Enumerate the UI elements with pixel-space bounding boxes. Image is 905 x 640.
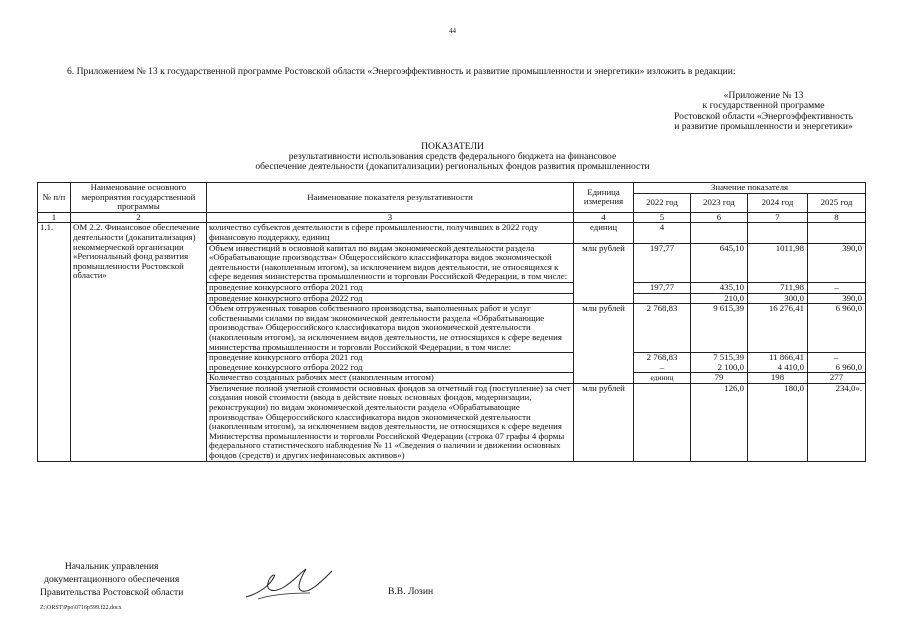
- value-cell: 197,77: [634, 282, 691, 293]
- value-line: 2 100,0: [717, 361, 744, 372]
- value-cell: 390,0: [808, 243, 866, 282]
- page-number: 44: [449, 27, 456, 35]
- header-year: 2024 год: [748, 193, 808, 212]
- indicator-cell: Количество созданных рабочих мест (накопленным итогом): [207, 373, 574, 384]
- signatory-line: Правительства Ростовской области: [40, 587, 184, 598]
- value-cell: 390,0: [808, 293, 866, 304]
- indicator-cell: [207, 353, 574, 373]
- value-cell: [691, 353, 748, 373]
- value-cell: 2 768,83: [634, 304, 691, 353]
- annex-line: к государственной программе: [702, 100, 825, 112]
- value-cell: [634, 383, 691, 461]
- indicator-cell: количество субъектов деятельности в сфере промышленности, получивших в 2022 году финансовую поддержку, единиц: [207, 223, 574, 243]
- value-cell: 277: [808, 373, 866, 384]
- title-line: обеспечение деятельности (докапитализации) региональных фондов развития промышленности: [255, 161, 650, 173]
- col-num: 3: [207, 212, 574, 223]
- indicator-cell: Увеличение полной учетной стоимости основных фондов за отчетный год (поступление) за счет создания новой стоимости (ввода в действие новых основных фондов, модернизации, реконструкции) по видам экономической деятельности раздела «Обрабатывающие производства» Общероссийского классификатора видов экономической деятельности (накопленным итогом), за исключением видов деятельности, не относящихся к сфере ведения Министерства промышленности и торговли Российской Федерации (строка 07 графы 4 формы федерального статистического наблюдения № 11 «Сведения о наличии и движении основных фондов (средств) и других нефинансовых активов»): [207, 383, 574, 461]
- value-cell: [691, 223, 748, 243]
- title-line: ПОКАЗАТЕЛИ: [421, 141, 484, 152]
- col-num: 6: [691, 212, 748, 223]
- value-cell: 6 960,0: [808, 304, 866, 353]
- value-line: 6 960,0: [835, 361, 863, 372]
- header-value: Значение показателя: [634, 183, 866, 194]
- value-cell: 645,10: [691, 243, 748, 282]
- header-event: Наименование основного мероприятия государственной программы: [71, 183, 207, 213]
- indicator-cell: проведение конкурсного отбора 2022 год: [207, 293, 574, 304]
- value-cell: 9 615,39: [691, 304, 748, 353]
- signatory-name: В.В. Лозин: [388, 586, 434, 597]
- value-cell: 300,0: [748, 293, 808, 304]
- value-line: 2 768,83: [646, 352, 678, 363]
- file-path: Z:\ORST\Ppo\0716p599.f22.docx: [40, 605, 122, 611]
- signatory-line: документационного обеспечения: [44, 574, 180, 585]
- indicator-subline: проведение конкурсного отбора 2022 год: [209, 361, 363, 372]
- unit-cell: единиц: [574, 223, 634, 243]
- document-title: [0, 142, 905, 173]
- intro-paragraph: 6. Приложением № 13 к государственной программе Ростовской области «Энергоэффективность и развитие промышленности и энергетики» изложить в редакции:: [67, 66, 736, 77]
- indicator-subline: проведение конкурсного отбора 2021 год: [209, 352, 363, 363]
- event-name: ОМ 2.2. Финансовое обеспечение деятельности (докапитализация) некоммерческой организации «Региональный фонд развития промышленности Ростовской области»: [71, 223, 207, 461]
- value-cell: [808, 353, 866, 373]
- annex-line: Ростовской области «Энергоэффективность: [674, 110, 853, 122]
- value-cell: [808, 223, 866, 243]
- col-num: 1: [38, 212, 71, 223]
- value-cell: 711,98: [748, 282, 808, 293]
- unit-cell: млн рублей: [574, 304, 634, 384]
- annex-header: [674, 91, 853, 133]
- value-cell: 210,0: [691, 293, 748, 304]
- value-cell: [634, 293, 691, 304]
- value-cell: 16 276,41: [748, 304, 808, 353]
- value-line: 4 410,0: [777, 361, 804, 372]
- header-unit: Единица измерения: [574, 183, 634, 213]
- value-line: –: [833, 352, 839, 363]
- table-header-row: [38, 183, 866, 194]
- header-year: 2022 год: [634, 193, 691, 212]
- value-cell: 79: [691, 373, 748, 384]
- value-line: 11 866,41: [769, 352, 804, 363]
- signatory-title: [40, 560, 183, 599]
- handwritten-signature: [240, 563, 340, 605]
- indicator-cell: Объем инвестиций в основной капитал по видам экономической деятельности раздела «Обрабатывающие производства» Общероссийского классификатора видов экономической деятельности (накопленным итогом), за исключением видов деятельности, не относящихся к сфере ведения министерства промышленности и торговли Российской Федерации, в том числе:: [207, 243, 574, 282]
- col-num: 2: [71, 212, 207, 223]
- annex-line: и развитие промышленности и энергетики»: [674, 121, 853, 133]
- col-num: 7: [748, 212, 808, 223]
- header-year: 2023 год: [691, 193, 748, 212]
- column-number-row: [38, 212, 866, 223]
- indicator-cell: проведение конкурсного отбора 2021 год: [207, 282, 574, 293]
- unit-cell: млн рублей: [574, 243, 634, 304]
- value-cell: [748, 223, 808, 243]
- value-line: –: [659, 361, 665, 372]
- header-year: 2025 год: [808, 193, 866, 212]
- col-num: 4: [574, 212, 634, 223]
- header-indicator: Наименование показателя результативности: [207, 183, 574, 213]
- value-line: 7 515,39: [713, 352, 744, 363]
- value-cell: 126,0: [691, 383, 748, 461]
- col-num: 8: [808, 212, 866, 223]
- signatory-line: Начальник управления: [64, 561, 159, 572]
- value-cell: –: [808, 282, 866, 293]
- header-num: № п/п: [38, 183, 71, 213]
- value-cell: 180,0: [748, 383, 808, 461]
- value-cell: [748, 353, 808, 373]
- value-cell: 197,77: [634, 243, 691, 282]
- value-cell: [634, 353, 691, 373]
- col-num: 5: [634, 212, 691, 223]
- value-cell: 198: [748, 373, 808, 384]
- unit-cell: млн рублей: [574, 383, 634, 461]
- annex-line: «Приложение № 13: [723, 90, 804, 101]
- unit-cell: единиц: [634, 373, 691, 384]
- indicators-table: [37, 182, 866, 462]
- table-row: [38, 223, 866, 243]
- value-cell: 234,0».: [808, 383, 866, 461]
- indicator-cell: Объем отгруженных товаров собственного производства, выполненных работ и услуг собственными силами по видам экономической деятельности раздела «Обрабатывающие производства» Общероссийского классификатора видов экономической деятельности (накопленным итогом), за исключением видов деятельности, не относящихся к сфере ведения министерства промышленности и торговли Российской Федерации, в том числе:: [207, 304, 574, 353]
- value-cell: 4: [634, 223, 691, 243]
- row-number: 1.1.: [38, 223, 71, 461]
- value-cell: 435,10: [691, 282, 748, 293]
- value-cell: 1011,98: [748, 243, 808, 282]
- title-line: результативности использования средств федерального бюджета на финансовое: [288, 151, 617, 163]
